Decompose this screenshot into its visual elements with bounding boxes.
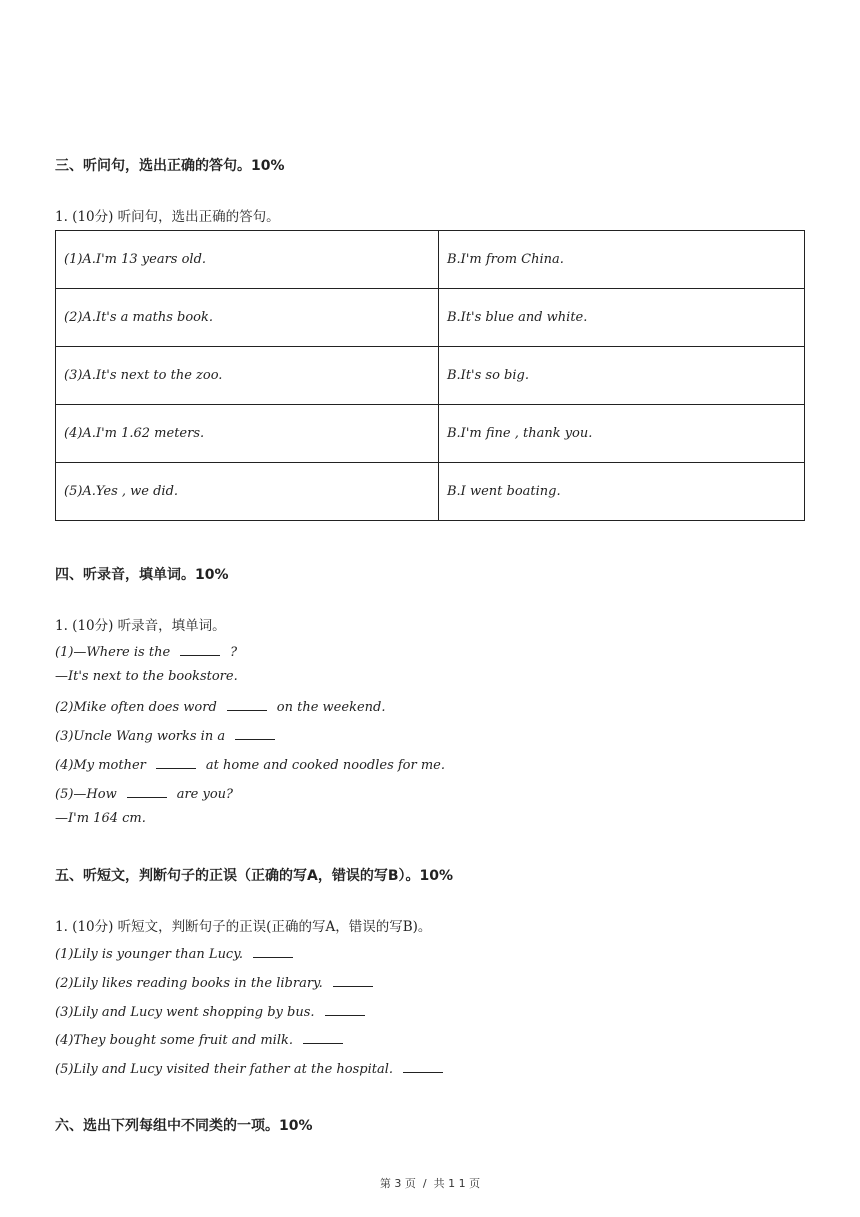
option-a-cell: (1)A.I'm 13 years old. bbox=[56, 231, 439, 289]
answer-blank[interactable] bbox=[253, 945, 293, 958]
answer-blank[interactable] bbox=[325, 1003, 365, 1016]
option-a-cell: (5)A.Yes , we did. bbox=[56, 463, 439, 521]
section-3-question: 1. (10分) 听问句，选出正确的答句。 bbox=[55, 209, 280, 225]
option-b-cell: B.It's blue and white. bbox=[439, 289, 805, 347]
answer-blank[interactable] bbox=[227, 698, 267, 711]
judge-item-4: (4)They bought some fruit and milk. bbox=[55, 1031, 353, 1048]
answer-blank[interactable] bbox=[235, 727, 275, 740]
option-a-cell: (2)A.It's a maths book. bbox=[56, 289, 439, 347]
section-6-title: 六、选出下列每组中不同类的一项。10% bbox=[55, 1118, 313, 1134]
answer-blank[interactable] bbox=[127, 785, 167, 798]
judge-item-5: (5)Lily and Lucy visited their father at the hospital. bbox=[55, 1060, 453, 1077]
option-a-cell: (4)A.I'm 1.62 meters. bbox=[56, 405, 439, 463]
fill-item-5: (5)—How are you? bbox=[55, 787, 234, 802]
section-5-question: 1. (10分) 听短文，判断句子的正误(正确的写A，错误的写B)。 bbox=[55, 919, 432, 935]
judge-item-1: (1)Lily is younger than Lucy. bbox=[55, 945, 303, 962]
section-3-title: 三、听问句，选出正确的答句。10% bbox=[55, 158, 285, 174]
fill-item-3: (3)Uncle Wang works in a bbox=[55, 727, 285, 744]
answer-blank[interactable] bbox=[156, 756, 196, 769]
table-row bbox=[56, 347, 805, 405]
section-5-title: 五、听短文，判断句子的正误（正确的写A，错误的写B）。10% bbox=[55, 868, 454, 884]
table-row bbox=[56, 289, 805, 347]
option-b-cell: B.It's so big. bbox=[439, 347, 805, 405]
answer-blank[interactable] bbox=[180, 643, 220, 656]
answer-blank[interactable] bbox=[403, 1060, 443, 1073]
fill-item-1-answer-line: —It's next to the bookstore. bbox=[55, 669, 238, 684]
table-row bbox=[56, 405, 805, 463]
table-row bbox=[56, 231, 805, 289]
option-b-cell: B.I went boating. bbox=[439, 463, 805, 521]
options-table bbox=[55, 230, 805, 521]
section-4-question: 1. (10分) 听录音，填单词。 bbox=[55, 618, 226, 634]
option-a-cell: (3)A.It's next to the zoo. bbox=[56, 347, 439, 405]
table-row bbox=[56, 463, 805, 521]
judge-item-2: (2)Lily likes reading books in the library. bbox=[55, 974, 383, 991]
fill-item-1: (1)—Where is the ? bbox=[55, 645, 238, 660]
answer-blank[interactable] bbox=[303, 1031, 343, 1044]
section-4-title: 四、听录音，填单词。10% bbox=[55, 567, 229, 583]
fill-item-2: (2)Mike often does word on the weekend. bbox=[55, 700, 386, 715]
option-b-cell: B.I'm fine , thank you. bbox=[439, 405, 805, 463]
answer-blank[interactable] bbox=[333, 974, 373, 987]
option-b-cell: B.I'm from China. bbox=[439, 231, 805, 289]
page-number: 第 3 页 / 共 1 1 页 bbox=[379, 1177, 481, 1190]
judge-item-3: (3)Lily and Lucy went shopping by bus. bbox=[55, 1003, 375, 1020]
fill-item-4: (4)My mother at home and cooked noodles for me. bbox=[55, 758, 446, 773]
fill-item-5-answer-line: —I'm 164 cm. bbox=[55, 811, 146, 826]
